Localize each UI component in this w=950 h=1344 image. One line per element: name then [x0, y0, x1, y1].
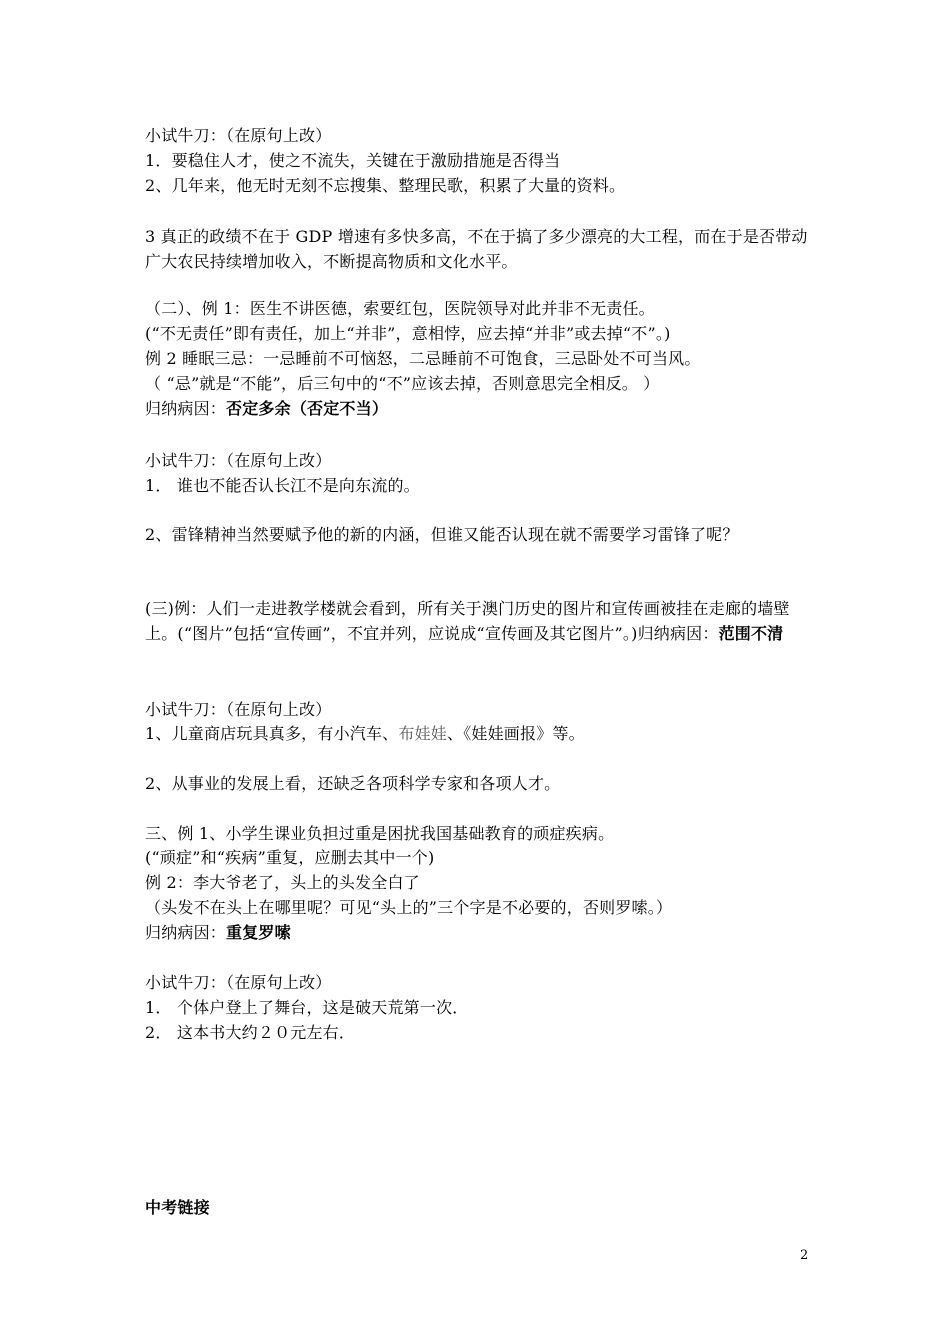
practice-item-1-1: 1．要稳住人才，使之不流失，关键在于激励措施是否得当	[145, 151, 561, 170]
practice-item-2-2: 2、雷锋精神当然要赋予他的新的内涵，但谁又能否认现在就不需要学习雷锋了呢？	[145, 525, 739, 544]
practice-heading-1: 小试牛刀：（在原句上改）	[145, 126, 332, 145]
example-2-2: 例 2 睡眠三忌：一忌睡前不可恼怒，二忌睡前不可饱食，三忌卧处不可当风。	[145, 349, 701, 368]
example-2-1: （二）、例 1：医生不讲医德，索要红包，医院领导对此并非不无责任。	[145, 299, 655, 318]
practice-item-3-1-b: 布娃娃	[398, 724, 447, 743]
cause-summary-3	[145, 921, 817, 945]
example-4-1: 三、例 1、小学生课业负担过重是困扰我国基础教育的顽症疾病。	[145, 824, 615, 843]
example-3	[145, 596, 817, 646]
example-4-1-note: (“顽症”和“疾病”重复，应删去其中一个)	[145, 848, 435, 867]
example-4-2-note: （头发不在头上在哪里呢？可见“头上的”三个字是不必要的，否则罗嗦。）	[145, 898, 673, 917]
practice-item-1-3: 3 真正的政绩不在于 GDP 增速有多快多高，不在于搞了多少漂亮的大工程，而在于是否带动广大农民持续增加收入，不断提高物质和文化水平。	[145, 227, 808, 271]
cause-name-1: 否定多余（否定不当）	[226, 399, 389, 418]
practice-item-1-2: 2、几年来，他无时无刻不忘搜集、整理民歌，积累了大量的资料。	[145, 176, 626, 195]
practice-item-3-2: 2、从事业的发展上看，还缺乏各项科学专家和各项人才。	[145, 774, 561, 793]
example-2-2-note: （ “忌”就是“不能”，后三句中的“不”应该去掉，否则意思完全相反。 ）	[145, 374, 660, 393]
page-number: 2	[800, 1248, 809, 1263]
practice-heading-3: 小试牛刀：（在原句上改）	[145, 700, 332, 719]
example-3-text: (三)例：人们一走进教学楼就会看到，所有关于澳门历史的图片和宣传画被挂在走廊的墙壁上。(“图片”包括“宣传画”，不宜并列，应说成“宣传画及其它图片”。)归纳病因：	[145, 599, 790, 643]
cause-name-3: 重复罗嗦	[226, 923, 291, 942]
cause-summary-1	[145, 397, 817, 421]
example-2-1-note: (“不无责任”即有责任，加上“并非”，意相悖，应去掉“并非”或去掉“不”。)	[145, 324, 671, 343]
practice-item-3-1-c: 、《娃娃画报》等。	[447, 724, 585, 743]
cause-label: 归纳病因：	[145, 399, 227, 418]
cause-name-2: 范围不清	[718, 624, 784, 643]
example-4-2: 例 2：李大爷老了，头上的头发全白了	[145, 873, 420, 892]
section-heading: 中考链接	[145, 1198, 210, 1217]
practice-item-3-1	[145, 722, 817, 746]
practice-item-4-2: 2． 这本书大约２０元左右．	[145, 1023, 356, 1042]
practice-item-4-1: 1． 个体户登上了舞台，这是破天荒第一次．	[145, 998, 469, 1017]
practice-heading-4: 小试牛刀：（在原句上改）	[145, 973, 332, 992]
cause-label-3: 归纳病因：	[145, 923, 227, 942]
practice-heading-2: 小试牛刀：（在原句上改）	[145, 451, 332, 470]
practice-item-2-1: 1． 谁也不能否认长江不是向东流的。	[145, 476, 420, 495]
practice-item-3-1-a: 1、儿童商店玩具真多，有小汽车、	[145, 724, 399, 743]
